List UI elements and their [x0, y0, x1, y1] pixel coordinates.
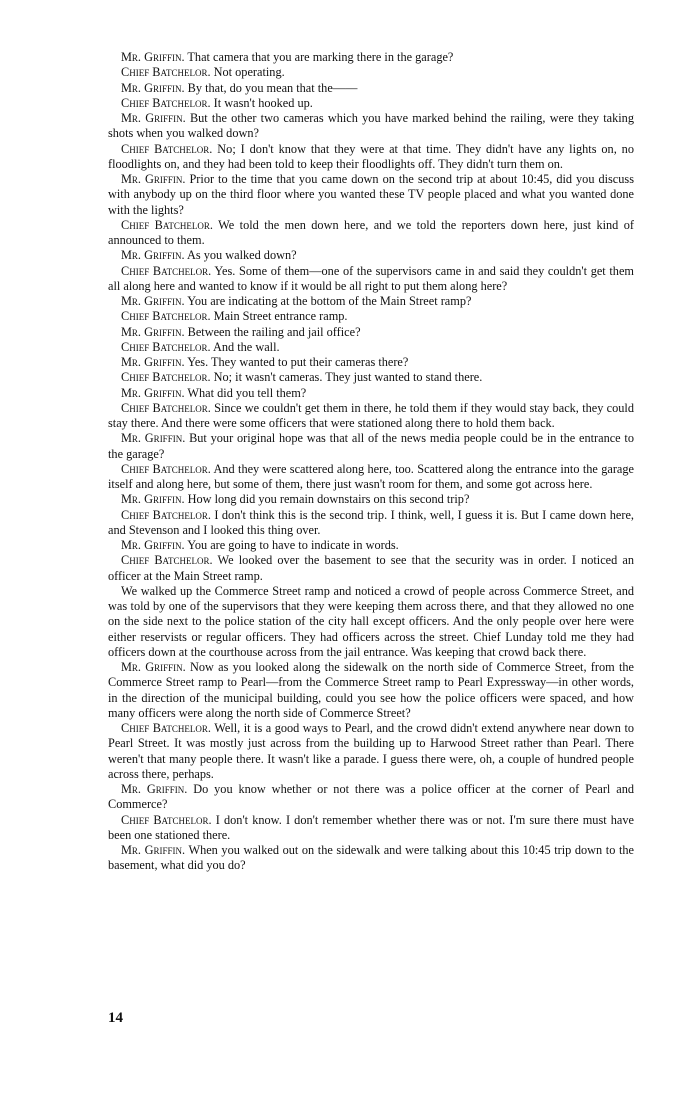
- speaker-name: Mr. Griffin.: [121, 355, 185, 369]
- speech-text: Since we couldn't get them in there, he told them if they would stay back, they could stay there. And there were some officers that were stationed along there to hold them back.: [108, 400, 634, 430]
- speech-text: No; I don't know that they were at that time. They didn't have any lights on, no floodlights on, and they had been told to keep their floodlights off. They didn't turn them on.: [108, 141, 634, 171]
- transcript-paragraph: [108, 370, 634, 385]
- page-number: 14: [108, 1010, 123, 1026]
- transcript-paragraph: [108, 96, 634, 111]
- transcript-paragraph: [108, 721, 634, 782]
- transcript-paragraph: [108, 492, 634, 507]
- transcript-paragraph: [108, 309, 634, 324]
- speaker-name: Mr. Griffin.: [121, 324, 185, 339]
- speech-text: And they were scattered along here, too. Scattered along the entrance into the garage itself and along here, but some of them, there just wasn't room for them, and some got across here.: [108, 461, 634, 491]
- transcript-paragraph: [108, 340, 634, 355]
- speech-text: We walked up the Commerce Street ramp and noticed a crowd of people across Commerce Street, and was told by one of the supervisors that they were keeping them across there, and that they allowed no one on the side next to the police station of the city hall except officers. And the only people over here were either reservists or regular officers. They had officers across the street. Chief Lunday told me they had officers down at the courthouse across from the jail entrance. Was keeping that crowd back there.: [108, 583, 634, 659]
- speaker-name: Chief Batchelor.: [121, 507, 211, 522]
- speaker-name: Mr. Griffin.: [121, 50, 185, 64]
- speaker-name: Mr. Griffin.: [121, 782, 188, 796]
- transcript-paragraph: [108, 172, 634, 218]
- speaker-name: Chief Batchelor.: [121, 217, 213, 232]
- speaker-name: Mr. Griffin.: [121, 385, 185, 400]
- speech-text: By that, do you mean that the——: [187, 80, 358, 95]
- transcript-paragraph: [108, 81, 634, 96]
- transcript-paragraph: [108, 142, 634, 173]
- speech-text: Yes. They wanted to put their cameras there?: [187, 355, 409, 369]
- speech-text: What did you tell them?: [187, 385, 307, 400]
- transcript-text: [108, 50, 634, 874]
- transcript-paragraph: [108, 65, 634, 80]
- speaker-name: Mr. Griffin.: [121, 111, 186, 125]
- transcript-paragraph: [108, 111, 634, 142]
- transcript-paragraph: [108, 386, 634, 401]
- speaker-name: Mr. Griffin.: [121, 294, 185, 308]
- transcript-paragraph: [108, 462, 634, 493]
- speech-text: I don't think this is the second trip. I think, well, I guess it is. But I came down here, and Stevenson and I looked this thing over.: [108, 507, 634, 537]
- transcript-paragraph: [108, 782, 634, 813]
- transcript-paragraph: [108, 264, 634, 295]
- transcript-paragraph: [108, 660, 634, 721]
- speech-text: When you walked out on the sidewalk and were talking about this 10:45 trip down to the basement, what did you do?: [108, 843, 634, 873]
- speaker-name: Chief Batchelor.: [121, 553, 213, 568]
- speaker-name: Chief Batchelor.: [121, 263, 212, 278]
- speaker-name: Mr. Griffin.: [121, 248, 185, 263]
- transcript-paragraph: [108, 248, 634, 263]
- speech-text: That camera that you are marking there in the garage?: [187, 50, 454, 64]
- transcript-paragraph: [108, 584, 634, 660]
- speech-text: Do you know whether or not there was a police officer at the corner of Pearl and Commerce?: [108, 782, 634, 812]
- speaker-name: Chief Batchelor.: [121, 370, 211, 385]
- transcript-paragraph: [108, 813, 634, 844]
- speaker-name: Chief Batchelor.: [121, 461, 211, 476]
- speaker-name: Mr. Griffin.: [121, 492, 185, 507]
- speaker-name: Chief Batchelor.: [121, 400, 211, 415]
- speaker-name: Mr. Griffin.: [121, 80, 185, 95]
- speech-text: Yes. Some of them—one of the supervisors came in and said they couldn't get them all along here and wanted to know if it would be all right to put them along here?: [108, 263, 634, 293]
- speech-text: You are going to have to indicate in words.: [187, 538, 399, 552]
- speech-text: Well, it is a good ways to Pearl, and the crowd didn't extend anywhere near down to Pearl Street. It was mostly just across from the building up to Harwood Street rather than Pearl. There weren't that many people there. It wasn't like a parade. I guess there were, oh, a couple of hundred people across there, perhaps.: [108, 721, 635, 781]
- speech-text: We looked over the basement to see that the security was in order. I noticed an officer at the Main Street ramp.: [108, 553, 634, 583]
- speaker-name: Chief Batchelor.: [121, 95, 211, 110]
- transcript-paragraph: [108, 431, 634, 462]
- transcript-paragraph: [108, 553, 634, 584]
- speaker-name: Mr. Griffin.: [121, 660, 186, 674]
- transcript-paragraph: [108, 294, 634, 309]
- speech-text: But your original hope was that all of the news media people could be in the entrance to the garage?: [108, 431, 634, 461]
- speaker-name: Chief Batchelor.: [121, 141, 213, 156]
- speech-text: Now as you looked along the sidewalk on the north side of Commerce Street, from the Commerce Street ramp to Pearl—from the Commerce Street ramp to Pearl Expressway—in other words, in the direction of the municipal building, could you see how the police officers were spaced, and how many officers were along the north side of Commerce Street?: [108, 660, 634, 720]
- transcript-paragraph: [108, 843, 634, 874]
- speech-text: I don't know. I don't remember whether there was or not. I'm sure there must have been one stationed there.: [108, 812, 634, 842]
- speech-text: And the wall.: [212, 339, 280, 354]
- transcript-paragraph: [108, 325, 634, 340]
- speaker-name: Chief Batchelor.: [121, 65, 211, 80]
- speech-text: Main Street entrance ramp.: [213, 309, 348, 324]
- transcript-paragraph: [108, 538, 634, 553]
- transcript-paragraph: [108, 508, 634, 539]
- speech-text: As you walked down?: [186, 248, 297, 263]
- speech-text: But the other two cameras which you have marked behind the railing, were they taking shots when you walked down?: [108, 111, 634, 141]
- transcript-paragraph: [108, 50, 634, 65]
- speech-text: You are indicating at the bottom of the Main Street ramp?: [187, 294, 472, 308]
- transcript-paragraph: [108, 401, 634, 432]
- speaker-name: Mr. Griffin.: [121, 538, 185, 552]
- speaker-name: Mr. Griffin.: [121, 172, 186, 186]
- speech-text: Not operating.: [213, 65, 285, 80]
- speech-text: It wasn't hooked up.: [213, 95, 313, 110]
- transcript-paragraph: [108, 355, 634, 370]
- speaker-name: Mr. Griffin.: [121, 843, 186, 857]
- speech-text: We told the men down here, and we told the reporters down here, just kind of announced to them.: [108, 217, 634, 247]
- speech-text: Prior to the time that you came down on the second trip at about 10:45, did you discuss with anybody up on the third floor where you wanted these TV people placed and what you wanted done with the lights?: [108, 172, 634, 217]
- speaker-name: Mr. Griffin.: [121, 431, 186, 446]
- transcript-paragraph: [108, 218, 634, 249]
- speaker-name: Chief Batchelor.: [121, 812, 212, 827]
- speaker-name: Chief Batchelor.: [121, 309, 211, 324]
- speech-text: No; it wasn't cameras. They just wanted to stand there.: [213, 370, 483, 385]
- speaker-name: Chief Batchelor.: [121, 721, 211, 735]
- speech-text: Between the railing and jail office?: [187, 324, 361, 339]
- speaker-name: Chief Batchelor.: [121, 339, 211, 354]
- speech-text: How long did you remain downstairs on this second trip?: [187, 492, 470, 507]
